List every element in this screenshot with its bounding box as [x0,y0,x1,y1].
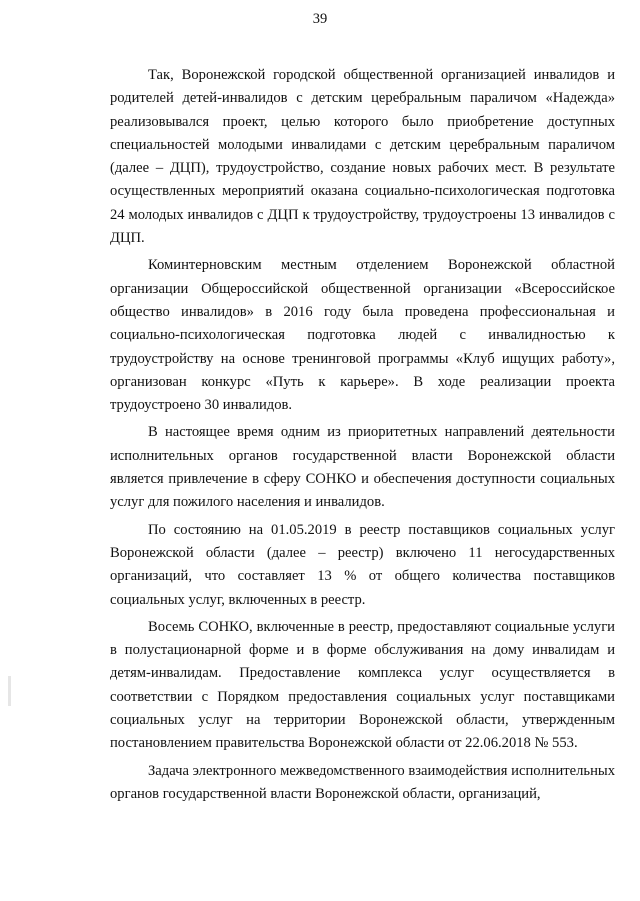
paragraph-priority-directions: В настоящее время одним из приоритетных направлений деятельности исполнительных органов государственной власти Воронежской области является привлечение в сферу СОНКО и обеспечения доступности социальных услуг для пожилого населения и инвалидов. [110,424,615,511]
paragraph-eight-sonko: Восемь СОНКО, включенные в реестр, предоставляют социальные услуги в полустационарной форме и в форме обслуживания на дому инвалидам и детям-инвалидам. Предоставление комплекса услуг осуществляется в соответствии с Порядком предоставления социальных услуг поставщиками социальных услуг на территории Воронежской области, утвержденным постановлением правительства Воронежской области от 22.06.2018 № 553. [110,618,615,752]
scan-artifact [8,676,11,706]
paragraph-komintern-branch: Коминтерновским местным отделением Воронежской областной организации Общероссийской общественной организации «Всероссийское общество инвалидов» в 2016 году была проведена профессиональная и социально-психологическая подготовка людей с инвалидностью к трудоустройству на основе тренинговой программы «Клуб ищущих работу», организован конкурс «Путь к карьере». В ходе реализации проекта трудоустроено 30 инвалидов. [110,257,615,414]
paragraph-registry-status: По состоянию на 01.05.2019 в реестр поставщиков социальных услуг Воронежской области (далее – реестр) включено 11 негосударственных организаций, что составляет 13 % от общего количества поставщиков социальных услуг, включенных в реестр. [110,521,615,608]
paragraph-nadezhda-project: Так, Воронежской городской общественной организацией инвалидов и родителей детей-инвалидов с детским церебральным параличом «Надежда» реализовывался проект, целью которого было приобретение доступных специальностей молодыми инвалидами с детским церебральным параличом (далее – ДЦП), трудоустройство, создание новых рабочих мест. В результате осуществленных мероприятий оказана социально-психологическая подготовка 24 молодых инвалидов с ДЦП к трудоустройству, трудоустроены 13 инвалидов с ДЦП. [110,67,615,247]
paragraph-electronic-interaction: Задача электронного межведомственного взаимодействия исполнительных органов государственной власти Воронежской области, организаций, [110,762,615,802]
document-body [110,64,615,810]
page-number: 39 [312,11,328,27]
